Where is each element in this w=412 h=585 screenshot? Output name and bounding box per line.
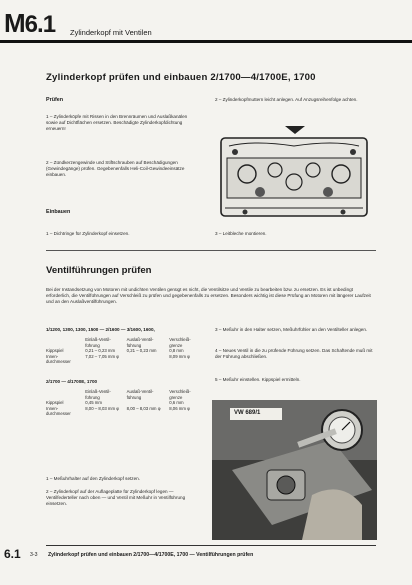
table-header: [46, 337, 85, 348]
section-title: Zylinderkopf prüfen und einbauen 2/1700—4/1700E, 1700: [46, 72, 316, 83]
table-cell: Kippspiel: [46, 348, 64, 353]
check-step-5: 5 – Meßuhr einstellen. Kippspiel ermitteln.: [215, 377, 301, 382]
table-cell: 0,8 mm: [169, 348, 184, 353]
table-header: Verschleiß-grenze: [169, 337, 191, 348]
table-cell: Innen-durchmesser: [46, 405, 71, 416]
install-step-2: 2 – Zylinderkopfmuttern leicht anlegen. Auf Anzugsreihenfolge achten.: [215, 97, 358, 102]
table-row: [46, 354, 206, 365]
table-cell: 7,02 – 7,05 mm φ: [85, 353, 120, 359]
table-cell: 0,45 mm: [85, 400, 102, 405]
chapter-title: Zylinderkopf mit Ventilen: [70, 28, 152, 37]
cylinder-head-illustration: [215, 124, 373, 222]
table-cell: 0,21 – 0,23 mm: [126, 348, 157, 353]
check-step-2: 2 – Zylinderkopf auf der Auflageplatte für Zylinderkopf legen — Ventilfederteller nach oben — und Ventil mit Meßuhr in Ventilführung einsetzen.: [46, 489, 186, 506]
clearance-table-2: [46, 389, 206, 417]
check-step-1: 1 – Meßuhrhalter auf den Zylinderkopf setzen.: [46, 476, 140, 481]
table-cell: 8,00 – 8,03 mm φ: [85, 405, 120, 411]
check-step-3: 3 – Meßuhr in den Halter setzen, Meßuhrfühler an den Ventilteller anlegen.: [215, 327, 368, 332]
table-cell: [127, 354, 170, 365]
footer-rule: [46, 545, 376, 546]
step-2: 2 – Zündkerzengewinde und Stiftschrauben auf Beschädigungen (Gewindegänge) prüfen. Gegebenenfalls Heli-Coil-Gewindeeinsätze einbauen.: [46, 160, 185, 177]
photo-label: VW 689/1: [234, 410, 261, 416]
table-cell: 8,00 – 8,03 mm φ: [126, 405, 161, 411]
header-rule: [0, 40, 412, 43]
page-side: 3-3: [30, 552, 38, 558]
section-divider: [46, 250, 376, 251]
table-header: Verschleiß-grenze: [169, 389, 191, 400]
table-header: Einlaß-Ventil-führung: [85, 337, 111, 348]
table-cell: 0,21 – 0,23 mm: [85, 348, 116, 353]
table-header: Einlaß-Ventil-führung: [85, 389, 111, 400]
table-row: [46, 406, 206, 417]
table-header: Auslaß-Ventil-führung: [126, 337, 154, 348]
section-title-2: Ventilführungen prüfen: [46, 265, 152, 276]
table2-caption: 2/1700 — 4/1700E, 1700: [46, 379, 98, 384]
table-header: [46, 389, 85, 400]
table1-caption: 1/1200, 1300, 1300, 1500 — 2/1600 — 3/1600, 1600,: [46, 327, 155, 332]
page-number: 6.1: [4, 547, 21, 561]
chapter-code: M6.1: [4, 8, 56, 38]
footer-title: Zylinderkopf prüfen und einbauen 2/1700—4/1700E, 1700 — Ventilführungen prüfen: [48, 552, 254, 558]
step-1: 1 – Zylinderköpfe mit Rissen in den Brennräumen und Auslaßkanälen sowie auf Dichtflächen ersetzen. Beschädigte Zylinderkopfdichtung erneuern!: [46, 114, 188, 131]
table-cell: 8,09 mm φ: [169, 353, 190, 359]
table-cell: 8,06 mm φ: [169, 405, 190, 411]
table-cell: Kippspiel: [46, 400, 64, 405]
subheading-einbauen: Einbauen: [46, 209, 71, 215]
table-header: Auslaß-Ventil-führung: [126, 389, 154, 400]
dial-gauge-photo: [212, 400, 377, 540]
clearance-table-1: [46, 337, 206, 365]
check-step-4: 4 – Neues Ventil in die zu prüfende Führung setzen. Das Schaftende muß mit der Führung abschließen.: [215, 348, 373, 359]
subheading-pruefen: Prüfen: [46, 97, 64, 103]
table-cell: Innen-durchmesser: [46, 353, 71, 364]
install-step-3: 3 – Leitbleche montieren.: [215, 231, 267, 236]
intro-paragraph: Bei der Instandsetzung von Motoren mit undichten Ventilen genügt es nicht, die Ventilsitze und Ventile zu bearbeiten bzw. zu ersetzen. Es ist unbedingt erforderlich, die Ventilführungen auf Verschleiß zu prüfen und gegebenenfalls zu ersetzen. Besonders wichtig ist diese Prüfung an Motoren mit längerer Laufzeit und an den Auslaßventilführungen.: [46, 287, 371, 304]
table-cell: 0,6 mm: [169, 400, 184, 405]
install-step-1: 1 – Dichtringe für Zylinderkopf einsetzen.: [46, 231, 130, 236]
